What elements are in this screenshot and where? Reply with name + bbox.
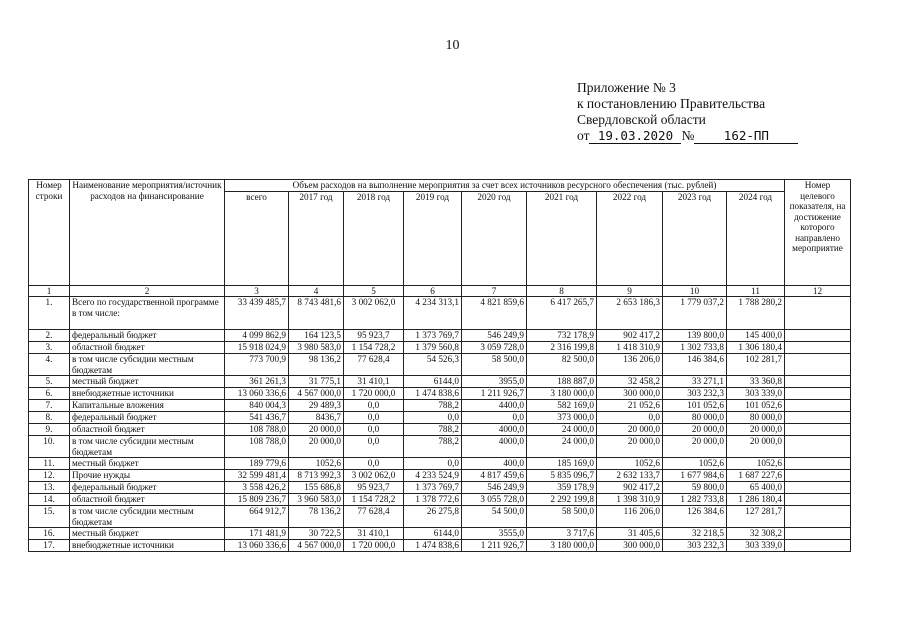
- value-total: 664 912,7: [225, 506, 289, 528]
- value-2024: 1 788 280,2: [727, 297, 785, 330]
- appendix-date-line: [577, 128, 877, 144]
- value-2021: 185 169,0: [527, 458, 597, 470]
- table-row: [29, 436, 851, 458]
- column-number: 7: [462, 285, 527, 297]
- value-2023: 59 800,0: [663, 482, 727, 494]
- value-total: 13 060 336,6: [225, 388, 289, 400]
- value-2019: 788,2: [404, 400, 462, 412]
- value-2021: 732 178,9: [527, 330, 597, 342]
- column-number: 1: [29, 285, 70, 297]
- value-2022: 300 000,0: [597, 388, 663, 400]
- value-total: 773 700,9: [225, 354, 289, 376]
- value-total: 32 599 481,4: [225, 470, 289, 482]
- value-target: [785, 540, 851, 552]
- value-2017: 20 000,0: [289, 424, 344, 436]
- value-2018: 95 923,7: [344, 482, 404, 494]
- value-2017: 8436,7: [289, 412, 344, 424]
- value-2019: 54 526,3: [404, 354, 462, 376]
- row-number: 16.: [29, 528, 70, 540]
- table-row: [29, 424, 851, 436]
- value-2024: 101 052,6: [727, 400, 785, 412]
- value-2021: 24 000,0: [527, 436, 597, 458]
- value-2021: 58 500,0: [527, 506, 597, 528]
- value-2022: 32 458,2: [597, 376, 663, 388]
- table-row: [29, 458, 851, 470]
- value-2018: 31 410,1: [344, 528, 404, 540]
- header-2019: 2019 год: [404, 191, 462, 285]
- value-2020: 54 500,0: [462, 506, 527, 528]
- value-2019: 4 233 524,9: [404, 470, 462, 482]
- value-2018: 0,0: [344, 400, 404, 412]
- header-2024: 2024 год: [727, 191, 785, 285]
- value-target: [785, 354, 851, 376]
- value-2023: 1 302 733,8: [663, 342, 727, 354]
- value-2018: 77 628,4: [344, 354, 404, 376]
- value-target: [785, 376, 851, 388]
- value-target: [785, 458, 851, 470]
- header-2022: 2022 год: [597, 191, 663, 285]
- value-2017: 20 000,0: [289, 436, 344, 458]
- table-row: [29, 506, 851, 528]
- header-2020: 2020 год: [462, 191, 527, 285]
- value-2022: 1 418 310,9: [597, 342, 663, 354]
- value-target: [785, 494, 851, 506]
- value-2022: 21 052,6: [597, 400, 663, 412]
- value-2021: 582 169,0: [527, 400, 597, 412]
- row-number: 6.: [29, 388, 70, 400]
- column-numbers-row: [29, 285, 851, 297]
- row-number: 11.: [29, 458, 70, 470]
- value-2018: 0,0: [344, 424, 404, 436]
- header-name: Наименование мероприятия/источник расходов на финансирование: [70, 180, 225, 286]
- value-2017: 78 136,2: [289, 506, 344, 528]
- value-total: 3 558 426,2: [225, 482, 289, 494]
- value-2024: 32 308,2: [727, 528, 785, 540]
- value-2021: 24 000,0: [527, 424, 597, 436]
- value-total: 33 439 485,7: [225, 297, 289, 330]
- table-body: [29, 285, 851, 552]
- row-name: Прочие нужды: [70, 470, 225, 482]
- row-name: Капитальные вложения: [70, 400, 225, 412]
- value-2020: 546 249,9: [462, 330, 527, 342]
- value-2019: 4 234 313,1: [404, 297, 462, 330]
- value-2023: 1052,6: [663, 458, 727, 470]
- value-total: 4 099 862,9: [225, 330, 289, 342]
- value-2024: 80 000,0: [727, 412, 785, 424]
- value-target: [785, 342, 851, 354]
- value-2021: 359 178,9: [527, 482, 597, 494]
- value-target: [785, 412, 851, 424]
- row-name: внебюджетные источники: [70, 540, 225, 552]
- row-name: местный бюджет: [70, 376, 225, 388]
- value-2024: 1 687 227,6: [727, 470, 785, 482]
- value-2017: 8 713 992,3: [289, 470, 344, 482]
- value-2022: 1 398 310,9: [597, 494, 663, 506]
- value-2024: 145 400,0: [727, 330, 785, 342]
- value-2024: 303 339,0: [727, 388, 785, 400]
- value-2017: 3 960 583,0: [289, 494, 344, 506]
- row-name: областной бюджет: [70, 494, 225, 506]
- column-number: 12: [785, 285, 851, 297]
- appendix-subtitle-line1: к постановлению Правительства: [577, 96, 766, 111]
- value-2024: 65 400,0: [727, 482, 785, 494]
- value-2020: 3 059 728,0: [462, 342, 527, 354]
- value-2022: 20 000,0: [597, 424, 663, 436]
- value-2020: 1 211 926,7: [462, 540, 527, 552]
- value-2021: 5 835 096,7: [527, 470, 597, 482]
- value-2024: 303 339,0: [727, 540, 785, 552]
- value-2022: 902 417,2: [597, 482, 663, 494]
- value-2020: 4000,0: [462, 424, 527, 436]
- value-2017: 31 775,1: [289, 376, 344, 388]
- row-number: 7.: [29, 400, 70, 412]
- value-2017: 1052,6: [289, 458, 344, 470]
- value-2021: 188 887,0: [527, 376, 597, 388]
- column-number: 10: [663, 285, 727, 297]
- page-number: 10: [445, 38, 460, 53]
- header-2021: 2021 год: [527, 191, 597, 285]
- table-row: [29, 540, 851, 552]
- row-number: 10.: [29, 436, 70, 458]
- value-2023: 139 800,0: [663, 330, 727, 342]
- value-2018: 1 154 728,2: [344, 494, 404, 506]
- header-row-number: Номер строки: [29, 180, 70, 286]
- row-number: 4.: [29, 354, 70, 376]
- header-2023: 2023 год: [663, 191, 727, 285]
- row-name: Всего по государственной программе в том числе:: [70, 297, 225, 330]
- value-2018: 0,0: [344, 436, 404, 458]
- value-2024: 33 360,8: [727, 376, 785, 388]
- column-number: 6: [404, 285, 462, 297]
- value-2018: 1 154 728,2: [344, 342, 404, 354]
- value-total: 15 918 024,9: [225, 342, 289, 354]
- value-2018: 0,0: [344, 412, 404, 424]
- appendix-title: Приложение № 3: [577, 80, 676, 95]
- column-number: 11: [727, 285, 785, 297]
- value-2024: 1 306 180,4: [727, 342, 785, 354]
- value-2020: 4400,0: [462, 400, 527, 412]
- row-name: внебюджетные источники: [70, 388, 225, 400]
- value-2022: 2 632 133,7: [597, 470, 663, 482]
- value-2024: 102 281,7: [727, 354, 785, 376]
- value-total: 171 481,9: [225, 528, 289, 540]
- value-2021: 3 180 000,0: [527, 540, 597, 552]
- row-name: областной бюджет: [70, 424, 225, 436]
- row-name: областной бюджет: [70, 342, 225, 354]
- value-2018: 0,0: [344, 458, 404, 470]
- value-2023: 32 218,5: [663, 528, 727, 540]
- value-2024: 127 281,7: [727, 506, 785, 528]
- value-2017: 164 123,5: [289, 330, 344, 342]
- value-2023: 101 052,6: [663, 400, 727, 412]
- value-2019: 26 275,8: [404, 506, 462, 528]
- value-total: 541 436,7: [225, 412, 289, 424]
- value-2020: 400,0: [462, 458, 527, 470]
- value-2019: 1 373 769,7: [404, 482, 462, 494]
- value-target: [785, 436, 851, 458]
- row-name: федеральный бюджет: [70, 412, 225, 424]
- appendix-header: [577, 80, 877, 144]
- table-row: [29, 297, 851, 330]
- value-2020: 1 211 926,7: [462, 388, 527, 400]
- column-number: 4: [289, 285, 344, 297]
- value-2018: 3 002 062,0: [344, 470, 404, 482]
- row-number: 17.: [29, 540, 70, 552]
- value-2017: 155 686,8: [289, 482, 344, 494]
- value-2022: 0,0: [597, 412, 663, 424]
- value-target: [785, 400, 851, 412]
- table-row: [29, 470, 851, 482]
- value-2023: 126 384,6: [663, 506, 727, 528]
- value-target: [785, 506, 851, 528]
- value-target: [785, 528, 851, 540]
- value-target: [785, 470, 851, 482]
- value-2020: 0,0: [462, 412, 527, 424]
- column-number: 3: [225, 285, 289, 297]
- row-name: в том числе субсидии местным бюджетам: [70, 506, 225, 528]
- value-2019: 1 474 838,6: [404, 388, 462, 400]
- from-label: от: [577, 128, 590, 143]
- value-2023: 20 000,0: [663, 436, 727, 458]
- value-2017: 3 980 583,0: [289, 342, 344, 354]
- value-total: 108 788,0: [225, 436, 289, 458]
- value-2022: 20 000,0: [597, 436, 663, 458]
- table-row: [29, 330, 851, 342]
- value-2023: 303 232,3: [663, 388, 727, 400]
- value-2023: 80 000,0: [663, 412, 727, 424]
- header-volume: Объем расходов на выполнение мероприятия за счет всех источников ресурсного обеспечения (тыс. рублей): [225, 180, 785, 192]
- value-2023: 1 779 037,2: [663, 297, 727, 330]
- table-row: [29, 354, 851, 376]
- value-total: 840 004,3: [225, 400, 289, 412]
- row-number: 1.: [29, 297, 70, 330]
- value-2020: 3 055 728,0: [462, 494, 527, 506]
- value-2019: 0,0: [404, 458, 462, 470]
- header-target: Номер целевого показателя, на достижение которого направлено мероприятие: [785, 180, 851, 286]
- resolution-date: 19.03.2020: [589, 129, 681, 144]
- value-2018: 31 410,1: [344, 376, 404, 388]
- row-number: 12.: [29, 470, 70, 482]
- value-total: 189 779,6: [225, 458, 289, 470]
- column-number: 2: [70, 285, 225, 297]
- value-2019: 1 378 772,6: [404, 494, 462, 506]
- row-name: федеральный бюджет: [70, 482, 225, 494]
- value-2023: 20 000,0: [663, 424, 727, 436]
- value-2021: 2 292 199,8: [527, 494, 597, 506]
- expense-table: [28, 179, 851, 552]
- value-2023: 1 282 733,8: [663, 494, 727, 506]
- row-name: федеральный бюджет: [70, 330, 225, 342]
- value-2020: 3955,0: [462, 376, 527, 388]
- value-target: [785, 297, 851, 330]
- value-2017: 29 489,3: [289, 400, 344, 412]
- row-number: 8.: [29, 412, 70, 424]
- value-target: [785, 388, 851, 400]
- row-name: местный бюджет: [70, 458, 225, 470]
- table-row: [29, 388, 851, 400]
- value-2020: 58 500,0: [462, 354, 527, 376]
- value-2018: 95 923,7: [344, 330, 404, 342]
- header-2018: 2018 год: [344, 191, 404, 285]
- value-2018: 1 720 000,0: [344, 540, 404, 552]
- row-number: 5.: [29, 376, 70, 388]
- resolution-number: 162-ПП: [694, 129, 798, 144]
- row-number: 15.: [29, 506, 70, 528]
- value-total: 108 788,0: [225, 424, 289, 436]
- table-row: [29, 494, 851, 506]
- value-2022: 1052,6: [597, 458, 663, 470]
- value-2017: 8 743 481,6: [289, 297, 344, 330]
- value-2019: 6144,0: [404, 528, 462, 540]
- value-2018: 1 720 000,0: [344, 388, 404, 400]
- table-row: [29, 482, 851, 494]
- value-2022: 136 206,0: [597, 354, 663, 376]
- table-row: [29, 342, 851, 354]
- value-2024: 1 286 180,4: [727, 494, 785, 506]
- value-2022: 300 000,0: [597, 540, 663, 552]
- value-target: [785, 330, 851, 342]
- row-name: местный бюджет: [70, 528, 225, 540]
- value-2020: 4 817 459,6: [462, 470, 527, 482]
- value-2018: 3 002 062,0: [344, 297, 404, 330]
- value-2017: 30 722,5: [289, 528, 344, 540]
- table-row: [29, 528, 851, 540]
- value-2024: 1052,6: [727, 458, 785, 470]
- value-2022: 2 653 186,3: [597, 297, 663, 330]
- table-row: [29, 400, 851, 412]
- value-2021: 373 000,0: [527, 412, 597, 424]
- value-target: [785, 424, 851, 436]
- value-2019: 788,2: [404, 424, 462, 436]
- value-2020: 4 821 859,6: [462, 297, 527, 330]
- value-2020: 4000,0: [462, 436, 527, 458]
- value-2021: 3 180 000,0: [527, 388, 597, 400]
- row-number: 9.: [29, 424, 70, 436]
- value-2021: 2 316 199,8: [527, 342, 597, 354]
- value-2024: 20 000,0: [727, 424, 785, 436]
- column-number: 9: [597, 285, 663, 297]
- value-2020: 3555,0: [462, 528, 527, 540]
- value-2022: 31 405,6: [597, 528, 663, 540]
- value-2019: 788,2: [404, 436, 462, 458]
- value-2020: 546 249,9: [462, 482, 527, 494]
- row-number: 14.: [29, 494, 70, 506]
- value-2017: 98 136,2: [289, 354, 344, 376]
- value-2022: 902 417,2: [597, 330, 663, 342]
- value-2023: 1 677 984,6: [663, 470, 727, 482]
- value-total: 361 261,3: [225, 376, 289, 388]
- header-2017: 2017 год: [289, 191, 344, 285]
- row-number: 13.: [29, 482, 70, 494]
- row-name: в том числе субсидии местным бюджетам: [70, 354, 225, 376]
- value-2019: 1 379 560,8: [404, 342, 462, 354]
- value-2017: 4 567 000,0: [289, 540, 344, 552]
- value-2018: 77 628,4: [344, 506, 404, 528]
- value-2023: 146 384,6: [663, 354, 727, 376]
- value-2019: 1 373 769,7: [404, 330, 462, 342]
- row-number: 2.: [29, 330, 70, 342]
- value-2021: 6 417 265,7: [527, 297, 597, 330]
- value-2019: 1 474 838,6: [404, 540, 462, 552]
- row-number: 3.: [29, 342, 70, 354]
- value-2023: 33 271,1: [663, 376, 727, 388]
- row-name: в том числе субсидии местным бюджетам: [70, 436, 225, 458]
- value-2024: 20 000,0: [727, 436, 785, 458]
- value-2021: 3 717,6: [527, 528, 597, 540]
- value-2021: 82 500,0: [527, 354, 597, 376]
- column-number: 8: [527, 285, 597, 297]
- table-row: [29, 376, 851, 388]
- value-2019: 6144,0: [404, 376, 462, 388]
- value-total: 15 809 236,7: [225, 494, 289, 506]
- value-2017: 4 567 000,0: [289, 388, 344, 400]
- header-total: всего: [225, 191, 289, 285]
- table-row: [29, 412, 851, 424]
- value-total: 13 060 336,6: [225, 540, 289, 552]
- column-number: 5: [344, 285, 404, 297]
- number-label: №: [681, 128, 695, 143]
- appendix-subtitle-line2: Свердловской области: [577, 112, 706, 127]
- value-2022: 116 206,0: [597, 506, 663, 528]
- value-2023: 303 232,3: [663, 540, 727, 552]
- value-target: [785, 482, 851, 494]
- value-2019: 0,0: [404, 412, 462, 424]
